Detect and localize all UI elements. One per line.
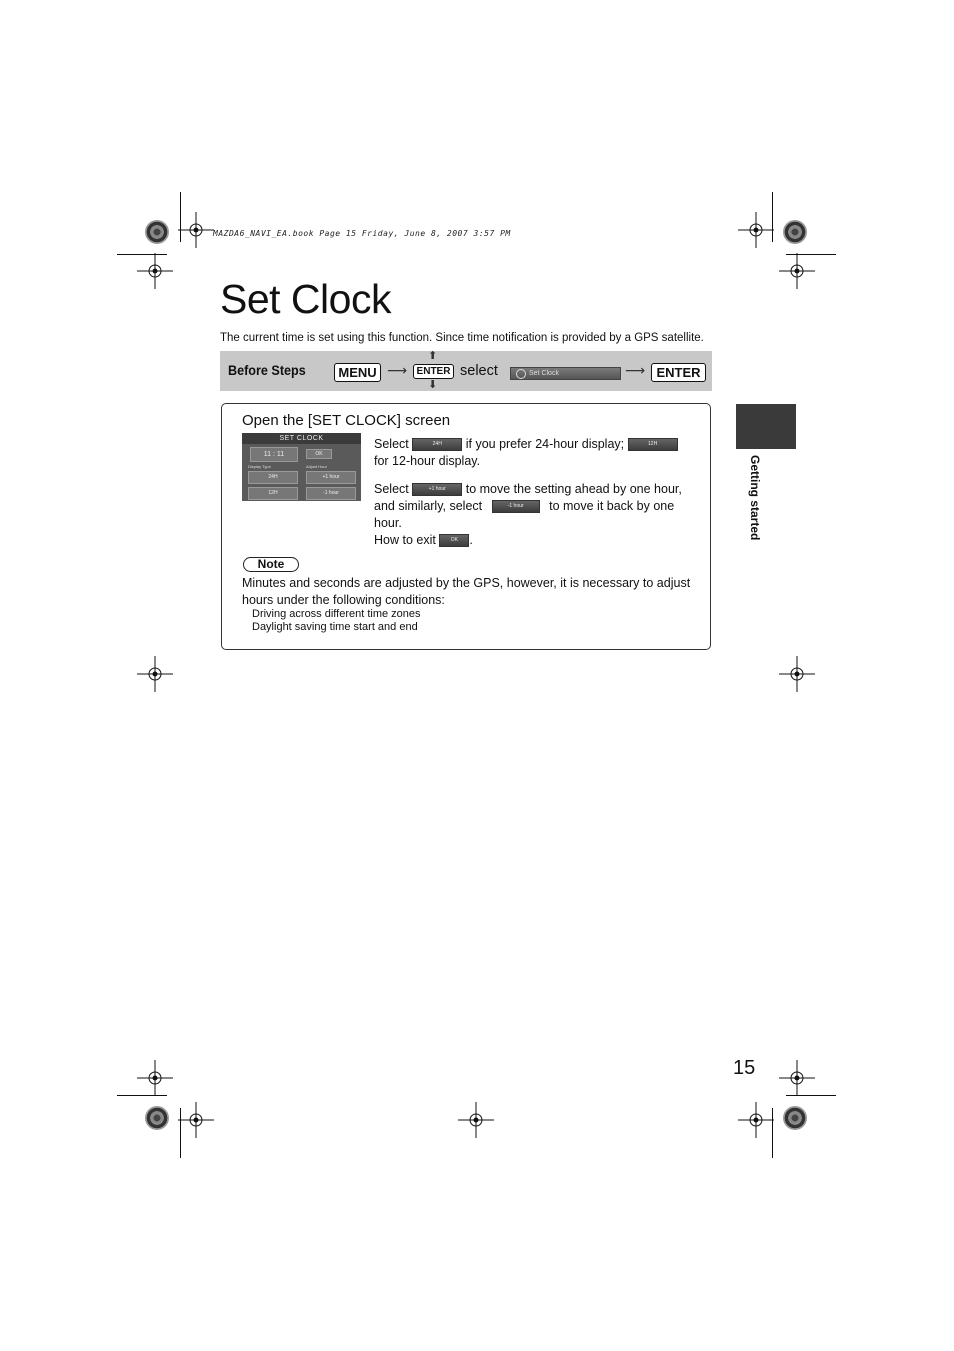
screen-plus-hour-button: +1 hour [306, 471, 356, 484]
screen-24h-button: 24H [248, 471, 298, 484]
step-title: Open the [SET CLOCK] screen [242, 412, 451, 429]
intro-text: The current time is set using this function. Since time notification is provided by a GPS satellite. [220, 332, 704, 344]
crop-line [772, 192, 773, 242]
crop-line [117, 254, 167, 255]
section-tab-label: Getting started [748, 455, 762, 541]
note-badge: Note [243, 557, 299, 572]
chip-ok-button: OK [439, 534, 469, 547]
registration-mark-icon [178, 212, 214, 248]
arrow-right-icon: ⟶ [625, 362, 646, 378]
screen-header: SET CLOCK [242, 433, 361, 444]
set-clock-screen-image [242, 433, 361, 501]
crop-line [786, 254, 836, 255]
arrow-down-icon: ⬇ [428, 379, 438, 391]
display-instruction: Select 24H if you prefer 24-hour display; 12H for 12-hour display. [374, 436, 704, 470]
chip-minus-hour-button: -1 hour [492, 500, 540, 513]
chip-plus-hour-button: +1 hour [412, 483, 462, 496]
print-color-dot-tr [783, 220, 807, 244]
registration-mark-icon [458, 1102, 494, 1138]
registration-mark-icon [178, 1102, 214, 1138]
print-color-dot-bl [145, 1106, 169, 1130]
registration-mark-icon [137, 253, 173, 289]
page-number: 15 [733, 1057, 756, 1079]
print-header: MAZDA6_NAVI_EA.book Page 15 Friday, June 8, 2007 3:57 PM [213, 229, 511, 238]
select-word: select [460, 363, 498, 379]
section-tab [736, 404, 796, 449]
page-title: Set Clock [220, 276, 391, 322]
registration-mark-icon [738, 212, 774, 248]
enter-key-small-button[interactable]: ENTER [413, 364, 454, 379]
screen-ok-button: OK [306, 449, 332, 459]
registration-mark-icon [779, 1060, 815, 1096]
menu-key-button[interactable]: MENU [334, 363, 381, 382]
print-color-dot-tl [145, 220, 169, 244]
screen-time-display: 11 : 11 [250, 447, 298, 462]
screen-minus-hour-button: -1 hour [306, 487, 356, 500]
screen-12h-button: 12H [248, 487, 298, 500]
condition-item: Daylight saving time start and end [252, 621, 418, 633]
print-color-dot-br [783, 1106, 807, 1130]
registration-mark-icon [779, 656, 815, 692]
before-steps-label: Before Steps [228, 362, 306, 378]
crop-line [772, 1108, 773, 1158]
registration-mark-icon [137, 1060, 173, 1096]
clock-icon [516, 369, 526, 379]
screen-display-type-label: Display Type [248, 464, 271, 469]
condition-item: Driving across different time zones [252, 608, 421, 620]
arrow-right-icon: ⟶ [387, 362, 408, 378]
crop-line [180, 1108, 181, 1158]
registration-mark-icon [137, 656, 173, 692]
note-text: Minutes and seconds are adjusted by the GPS, however, it is necessary to adjust hours under the following conditions: [242, 576, 691, 607]
chip-24h-button: 24H [412, 438, 462, 451]
crop-line [180, 192, 181, 242]
enter-key-button[interactable]: ENTER [651, 363, 706, 382]
set-clock-menu-item: Set Clock [510, 367, 621, 380]
screen-adjust-hour-label: Adjust Hour [306, 464, 327, 469]
chip-12h-button: 12H [628, 438, 678, 451]
registration-mark-icon [779, 253, 815, 289]
arrow-up-icon: ⬆ [428, 350, 438, 362]
adjust-instruction: Select +1 hour to move the setting ahead by one hour, and similarly, select -1 hour to move it back by one hour. How to exit OK . [374, 482, 682, 547]
crop-line [786, 1095, 836, 1096]
crop-line [117, 1095, 167, 1096]
registration-mark-icon [738, 1102, 774, 1138]
